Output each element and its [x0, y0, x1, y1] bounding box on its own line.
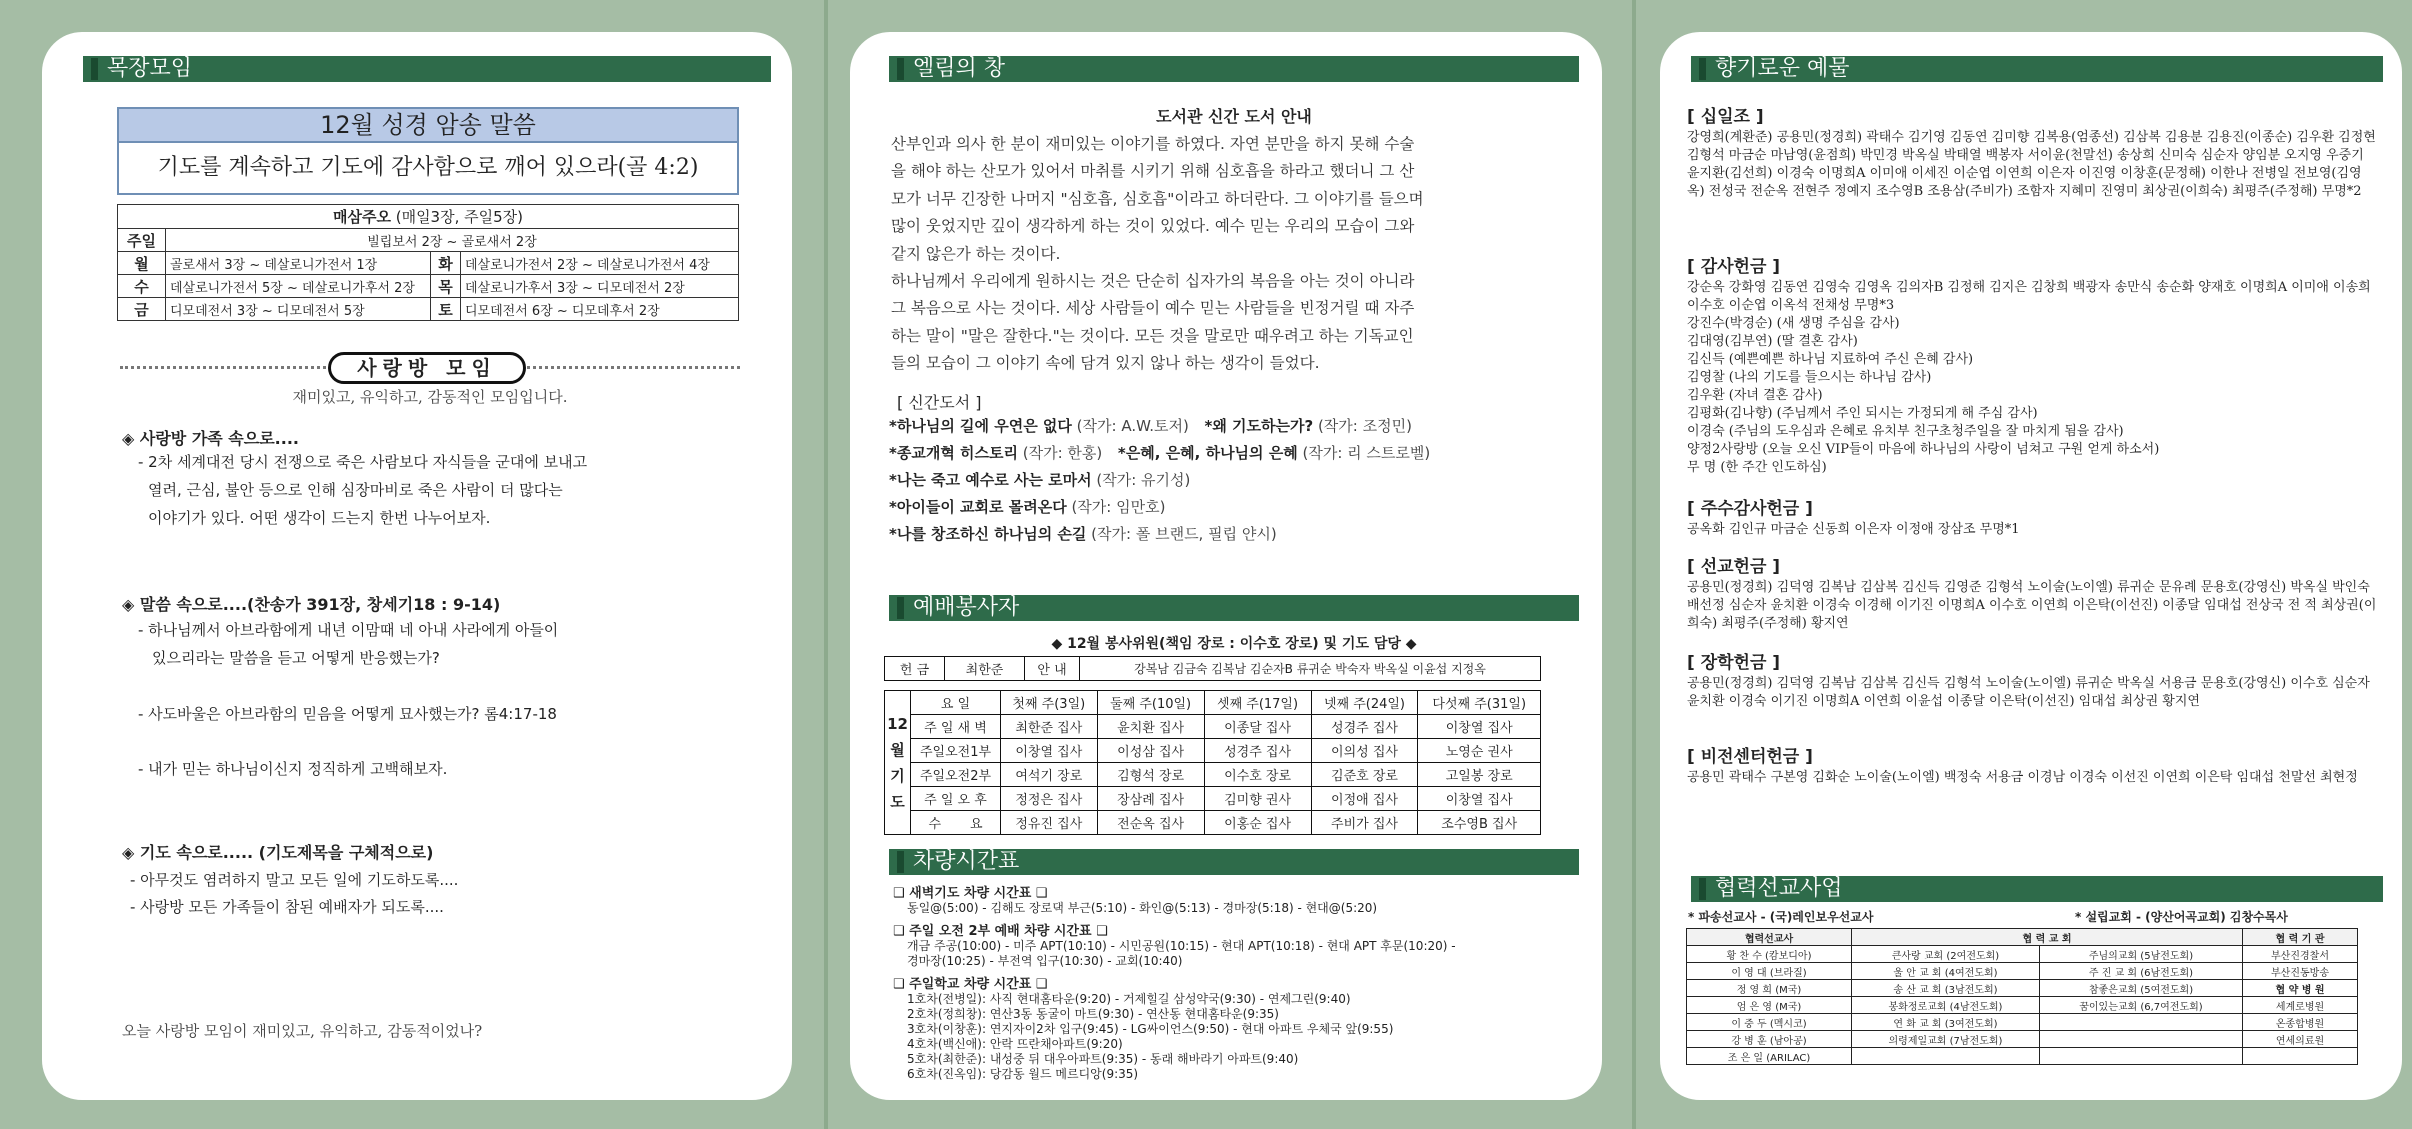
- table-row: 황 찬 수 (캄보디아) 큰사랑 교회 (2여전도회) 주님의교회 (5남전도회) 부산진경찰서: [1687, 946, 2358, 963]
- love-room-title: 사랑방 모임: [328, 352, 526, 384]
- offering-heading: [ 감사헌금 ]: [1687, 257, 1781, 277]
- new-books-list: [889, 413, 1430, 548]
- offering-names: 공용민(정경희) 김덕영 김복남 김삼복 김신득 김영준 김형석 노이술(노이엘) 류귀순 문유례 문용호(강영신) 박옥실 박인숙 배선정 심순자 윤치환 이경숙 이경해 이기진 이명희A 이수호 이연희 이은탁(이선진) 이종달 임대섭 전상국 전 적 최상권(이희숙) 최평주(주정해) 황지연: [1687, 580, 2377, 631]
- table-row: 주 일 새 벽 최한준 집사 윤치환 집사 이종달 집사 성경주 집사 이창열 집사: [885, 715, 1541, 739]
- offering-names: 공용민 곽태수 구본영 김화순 노이술(노이엘) 백정숙 서용금 이경남 이경숙 이선진 이연희 이은탁 임대섭 천말선 최현정: [1687, 770, 2358, 785]
- footer-note: 오늘 사랑방 모임이 재미있고, 유익하고, 감동적이었나?: [122, 1022, 483, 1040]
- question-line: - 아무것도 염려하지 말고 모든 일에 기도하도록....: [130, 871, 459, 889]
- corner-decoration: [546, 924, 792, 1100]
- table-row: 주일오전1부 이창열 집사 이성삼 집사 성경주 집사 이의성 집사 노영순 권사: [885, 739, 1541, 763]
- list-item: *아이들이 교회로 몰려온다 (작가: 임만호): [889, 498, 1166, 516]
- table-row: 주일오전2부 여석기 장로 김형석 장로 이수호 장로 김준호 장로 고일봉 장로: [885, 763, 1541, 787]
- volunteer-title: ◆ 12월 봉사위원(책임 장로 : 이수호 장로) 및 기도 담당 ◆: [1051, 636, 1417, 652]
- love-room-header: [120, 352, 740, 382]
- offering-names: 강순옥 강화영 김동연 김영숙 김영옥 김의자B 김정해 김지은 김창희 백광자 송만식 송순화 양재호 이명희A 이미애 이송희 이수호 이순엽 이옥석 전채성 무명*3 강진수(박경순) (새 생명 주심을 감사) 김대영(김부연) (딸 결혼 감사) 김신득 (예쁜예쁜 하나님 지료하여 주신 은혜 감사) 김영찰 (나의 기도를 들으시는 하나님 감사) 김우환 (자녀 결혼 감사) 김평화(김나향) (주님께서 주인 되시는 가정되게 해 주심 감사) 이경숙 (주님의 도우심과 은혜로 유치부 친구초청주일을 잘 마치게 됨을 감사) 양정2사랑방 (오늘 오신 VIP들이 마음에 하나님의 사랑이 넘쳐고 구원 얻게 하소서) 무 명 (한 주간 인도하심): [1687, 280, 2371, 475]
- car-schedule: [893, 886, 1583, 1082]
- section-title: 협력선교사업: [1691, 876, 2383, 902]
- question-line: 이야기가 있다. 어떤 생각이 드는지 한번 나누어보자.: [148, 509, 491, 527]
- table-row: 월 골로새서 3장 ~ 데살로니가전서 1장 화 데살로니가전서 2장 ~ 데살로니가전서 4장: [118, 252, 739, 275]
- question-line: - 사랑방 모든 가족들이 참된 예배자가 되도록....: [130, 898, 444, 916]
- question-line: - 2차 세계대전 당시 전쟁으로 죽은 사람보다 자식들을 군대에 보내고: [138, 453, 588, 471]
- offering-block: [1687, 648, 2377, 711]
- memory-verse-title: 12월 성경 암송 말씀: [119, 109, 737, 143]
- new-books-heading: [ 신간도서 ]: [897, 393, 982, 412]
- bible-reading-subtitle: (매일3장, 주일5장): [390, 208, 523, 226]
- section-title: 차량시간표: [889, 849, 1579, 875]
- mission-left-note: * 파송선교사 - (국)레인보우선교사: [1688, 910, 1874, 924]
- offering-heading: [ 십일조 ]: [1687, 107, 1764, 127]
- question-heading: ◈ 말씀 속으로....(찬송가 391장, 창세기18 : 9-14): [122, 595, 501, 614]
- offering-block: [1687, 742, 2377, 787]
- offering-names: 강영희(계환준) 공용민(정경희) 곽태수 김기영 김동연 김미향 김복용(엄종선) 김삼복 김용분 김용진(이종순) 김우환 김정현 김형석 마금순 마남영(윤점희) 박민경 박옥실 박태열 백봉자 서이윤(천말선) 송상희 신미숙 심순자 양임분 오지영 우중기 윤지환(김선희) 이경숙 이명희A 이미애 이세진 이순엽 이연희 이은자 이진영 이창훈(문정해) 이한나 전병일 전보영(김영옥) 전성국 전순옥 전현주 정예지 조수영B 조용삼(주비가) 조함자 지혜미 진영미 최상권(이희숙) 최평주(주정해) 무명*2: [1687, 130, 2376, 199]
- offering-heading: [ 장학헌금 ]: [1687, 653, 1781, 673]
- offering-block: [1687, 552, 2377, 633]
- bible-reading-table: [117, 204, 739, 321]
- question-heading: ◈ 사랑방 가족 속으로....: [122, 429, 299, 448]
- table-row: 수 요 정유진 집사 전순옥 집사 이홍순 집사 주비가 집사 조수영B 집사: [885, 811, 1541, 835]
- table-row: 주 일 오 후 정정은 집사 장삼례 집사 김미향 권사 이정애 집사 이창열 집사: [885, 787, 1541, 811]
- panel-divider: [824, 0, 828, 1129]
- car-schedule-line: 4호차(백신애): 안락 뜨란채아파트(9:20): [907, 1037, 1123, 1051]
- offering-heading: [ 주수감사헌금 ]: [1687, 499, 1813, 519]
- table-row: 협력선교사 협 력 교 회 협 력 기 관: [1687, 929, 2358, 946]
- offering-names: 공옥화 김인규 마금순 신동희 이은자 이정애 장삼조 무명*1: [1687, 522, 2020, 537]
- section-title: 엘림의 창: [889, 56, 1579, 82]
- table-row: 금 디모데전서 3장 ~ 디모데전서 5장 토 디모데전서 6장 ~ 디모데후서 2장: [118, 298, 739, 321]
- car-schedule-heading: ❑ 주일학교 차량 시간표 ❑: [893, 977, 1048, 992]
- list-item: *종교개혁 히스토리 (작가: 한홍) *은혜, 은혜, 하나님의 은혜 (작가: 리 스트로벨): [889, 444, 1431, 462]
- bible-reading-title: 매삼주오: [332, 208, 391, 226]
- table-row: 강 병 훈 (남아공) 의령제일교회 (7남전도회) 연세의료원: [1687, 1031, 2358, 1048]
- library-title: 도서관 신간 도서 안내: [1156, 107, 1312, 126]
- table-row: 엄 은 영 (M국) 봉화정로교회 (4남전도회) 꿈이있는교회 (6,7여전도회) 세계로병원: [1687, 997, 2358, 1014]
- section-title: 예배봉사자: [889, 595, 1579, 621]
- love-room-subtitle: 재미있고, 유익하고, 감동적인 모임입니다.: [292, 388, 568, 406]
- offering-heading: [ 비전센터헌금 ]: [1687, 747, 1813, 767]
- panel-divider: [1632, 0, 1636, 1129]
- library-article: 산부인과 의사 한 분이 재미있는 이야기를 하였다. 자연 분만을 하지 못해 수술 을 해야 하는 산모가 있어서 마취를 시키기 위해 심호흡을 하라고 했더니 그 산 모가 너무 긴장한 나머지 "심호흡, 심호흡"이라고 하더란다. 그 이야기를 들으며 많이 웃었지만 깊이 생각하게 하는 것이 있었다. 예수 믿는 우리의 모습이 그와 같지 않은가 하는 것이다. 하나님께서 우리에게 원하시는 것은 단순히 십자가의 복음을 아는 것이 아니라 그 복음으로 사는 것이다. 세상 사람들이 예수 믿는 사람들을 빈정거릴 때 자주 하는 말이 "말은 잘한다."는 것이다. 모든 것을 말로만 때우려고 하는 기독교인 들의 모습이 그 이야기 속에 담겨 있지 않나 하는 생각이 들었다.: [891, 135, 1424, 373]
- offering-heading: [ 선교헌금 ]: [1687, 557, 1781, 577]
- list-item: *하나님의 길에 우연은 없다 (작가: A.W.토저) *왜 기도하는가? (작가: 조정민): [889, 417, 1412, 435]
- section-title: 목장모임: [83, 56, 771, 82]
- car-schedule-line: 5호차(최한준): 내성중 뒤 대우아파트(9:35) - 동래 해바라기 아파트(9:40): [907, 1052, 1299, 1066]
- offering-guide-table: [884, 656, 1541, 681]
- car-schedule-line: 경마장(10:25) - 부전역 입구(10:30) - 교회(10:40): [907, 954, 1183, 968]
- car-schedule-heading: ❑ 새벽기도 차량 시간표 ❑: [893, 886, 1048, 901]
- section-title: 향기로운 예물: [1691, 56, 2383, 82]
- volunteer-table: [884, 690, 1541, 835]
- table-row: 정 영 희 (M국) 송 산 교 회 (3남전도회) 참좋은교회 (5여전도회) 협 약 병 원: [1687, 980, 2358, 997]
- question-heading: ◈ 기도 속으로..... (기도제목을 구체적으로): [122, 843, 434, 862]
- car-schedule-line: 개금 주공(10:00) - 미주 APT(10:10) - 시민공원(10:15) - 현대 APT(10:18) - 현대 APT 후문(10:20) -: [907, 939, 1456, 953]
- car-schedule-line: 3호차(이창훈): 연지자이2차 입구(9:45) - LG싸이언스(9:50) - 현대 아파트 우체국 앞(9:55): [907, 1022, 1394, 1036]
- offering-block: [1687, 102, 2377, 201]
- table-row: 수 데살로니가전서 5장 ~ 데살로니가후서 2장 목 데살로니가후서 3장 ~ 디모데전서 2장: [118, 275, 739, 298]
- table-row: 조 은 일 (ARILAC): [1687, 1048, 2358, 1065]
- list-item: *나는 죽고 예수로 사는 로마서 (작가: 유기성): [889, 471, 1191, 489]
- question-line: - 내가 믿는 하나님이신지 정직하게 고백해보자.: [138, 760, 448, 778]
- car-schedule-line: 2호차(정희창): 연산3동 동굴이 마트(9:30) - 연산동 현대홈타운(9:35): [907, 1007, 1279, 1021]
- offering-names: 공용민(정경희) 김덕영 김복남 김삼복 김신득 김형석 노이술(노이엘) 류귀순 박옥실 서용금 문용호(강영신) 이수호 심순자 윤치환 이경숙 이기진 이명희A 이연희 이윤섭 이종달 이은탁(이선진) 임대섭 최상권 황지연: [1687, 676, 2370, 709]
- mission-table: [1686, 928, 2358, 1065]
- list-item: *나를 창조하신 하나님의 손길 (작가: 폴 브랜드, 필립 얀시): [889, 525, 1277, 543]
- mission-right-note: * 설립교회 - (양산어곡교회) 김창수목사: [2075, 910, 2288, 924]
- table-row: 주일 빌립보서 2장 ~ 골로새서 2장: [118, 229, 739, 252]
- question-line: - 하나님께서 아브라함에게 내년 이맘때 네 아내 사라에게 아들이: [138, 621, 559, 639]
- table-row: 이 중 두 (멕시코) 연 화 교 회 (3여전도회) 온종합병원: [1687, 1014, 2358, 1031]
- offering-block: [1687, 494, 2377, 539]
- question-line: 열려, 근심, 불안 등으로 인해 심장마비로 죽은 사람이 더 많다는: [148, 481, 563, 499]
- memory-verse-text: 기도를 계속하고 기도에 감사함으로 깨어 있으라(골 4:2): [157, 155, 699, 180]
- table-row: 이 영 대 (브라질) 울 안 교 회 (4여전도회) 주 진 교 회 (6남전도회) 부산진동방송: [1687, 963, 2358, 980]
- memory-verse-box: [117, 107, 739, 195]
- offering-block: [1687, 252, 2377, 477]
- car-schedule-line: 동일@(5:00) - 김해도 장로댁 부근(5:10) - 화인@(5:13) - 경마장(5:18) - 현대@(5:20): [907, 901, 1378, 915]
- car-schedule-heading: ❑ 주일 오전 2부 예배 차량 시간표 ❑: [893, 924, 1108, 939]
- car-schedule-line: 6호차(진옥임): 당감동 월드 메르디앙(9:35): [907, 1067, 1139, 1081]
- table-row: 헌 금 최한준 안 내 강복남 김금숙 김복남 김순자B 류귀순 박숙자 박옥실 이윤섭 지정옥: [885, 657, 1541, 681]
- table-row: 12월기도 요 일 첫째 주(3일) 둘째 주(10일) 셋째 주(17일) 넷째 주(24일) 다섯째 주(31일): [885, 691, 1541, 715]
- question-line: - 사도바울은 아브라함의 믿음을 어떻게 묘사했는가? 롬4:17-18: [138, 705, 557, 723]
- question-line: 있으리라는 말씀을 듣고 어떻게 반응했는가?: [152, 649, 440, 667]
- car-schedule-line: 1호차(전병일): 사직 현대홈타운(9:20) - 거제힐길 삼성약국(9:30) - 연제그린(9:40): [907, 992, 1351, 1006]
